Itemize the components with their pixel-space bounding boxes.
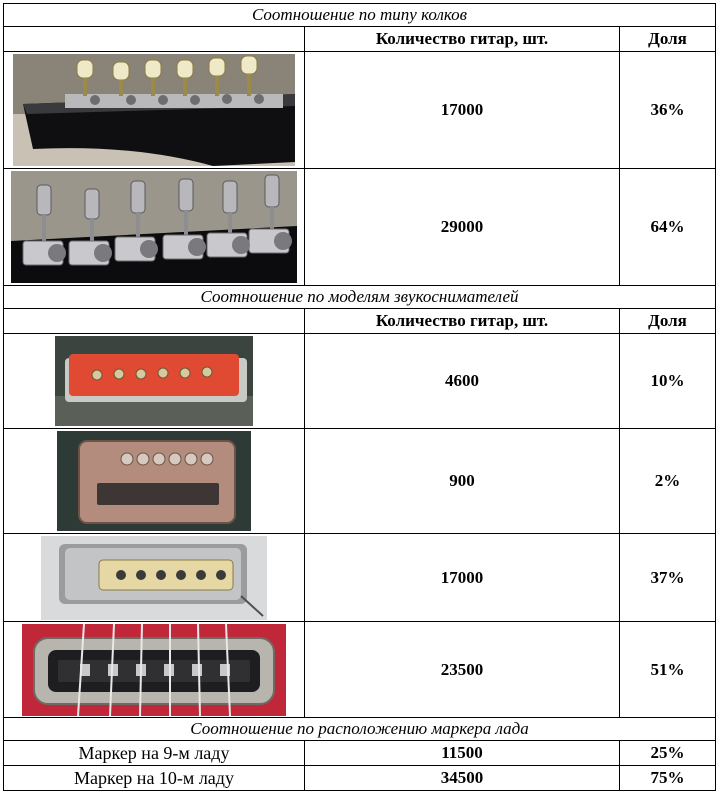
pickup-image-cell bbox=[4, 334, 305, 429]
pickup-image-cell bbox=[4, 622, 305, 718]
header-empty bbox=[4, 27, 305, 52]
black-pickup-photo bbox=[22, 624, 286, 716]
individual-tuners-photo bbox=[11, 171, 297, 283]
pickup-image-cell bbox=[4, 429, 305, 534]
header-count: Количество гитар, шт. bbox=[305, 309, 620, 334]
header-share: Доля bbox=[620, 309, 716, 334]
row-label: Маркер на 10-м ладу bbox=[4, 766, 305, 791]
tuner-image-cell bbox=[4, 169, 305, 286]
red-pickup-photo bbox=[55, 336, 253, 426]
share-value: 25% bbox=[620, 741, 716, 766]
count-value: 17000 bbox=[305, 52, 620, 169]
count-value: 4600 bbox=[305, 334, 620, 429]
section-title-pickups: Соотношение по моделям звукоснимателей bbox=[4, 286, 716, 309]
header-share: Доля bbox=[620, 27, 716, 52]
cream-pickup-photo bbox=[41, 536, 267, 620]
share-value: 36% bbox=[620, 52, 716, 169]
tuner-plate-photo bbox=[13, 54, 295, 166]
share-value: 10% bbox=[620, 334, 716, 429]
count-value: 34500 bbox=[305, 766, 620, 791]
share-value: 2% bbox=[620, 429, 716, 534]
share-value: 64% bbox=[620, 169, 716, 286]
count-value: 17000 bbox=[305, 534, 620, 622]
count-value: 29000 bbox=[305, 169, 620, 286]
share-value: 75% bbox=[620, 766, 716, 791]
count-value: 900 bbox=[305, 429, 620, 534]
share-value: 37% bbox=[620, 534, 716, 622]
header-count: Количество гитар, шт. bbox=[305, 27, 620, 52]
pickup-image-cell bbox=[4, 534, 305, 622]
section-title-fret-marker: Соотношение по расположению маркера лада bbox=[4, 718, 716, 741]
count-value: 23500 bbox=[305, 622, 620, 718]
row-label: Маркер на 9-м ладу bbox=[4, 741, 305, 766]
tuner-image-cell bbox=[4, 52, 305, 169]
chrome-humbucker-photo bbox=[57, 431, 251, 531]
section-title-tuners: Соотношение по типу колков bbox=[4, 4, 716, 27]
header-empty bbox=[4, 309, 305, 334]
data-table bbox=[3, 3, 716, 791]
count-value: 11500 bbox=[305, 741, 620, 766]
share-value: 51% bbox=[620, 622, 716, 718]
